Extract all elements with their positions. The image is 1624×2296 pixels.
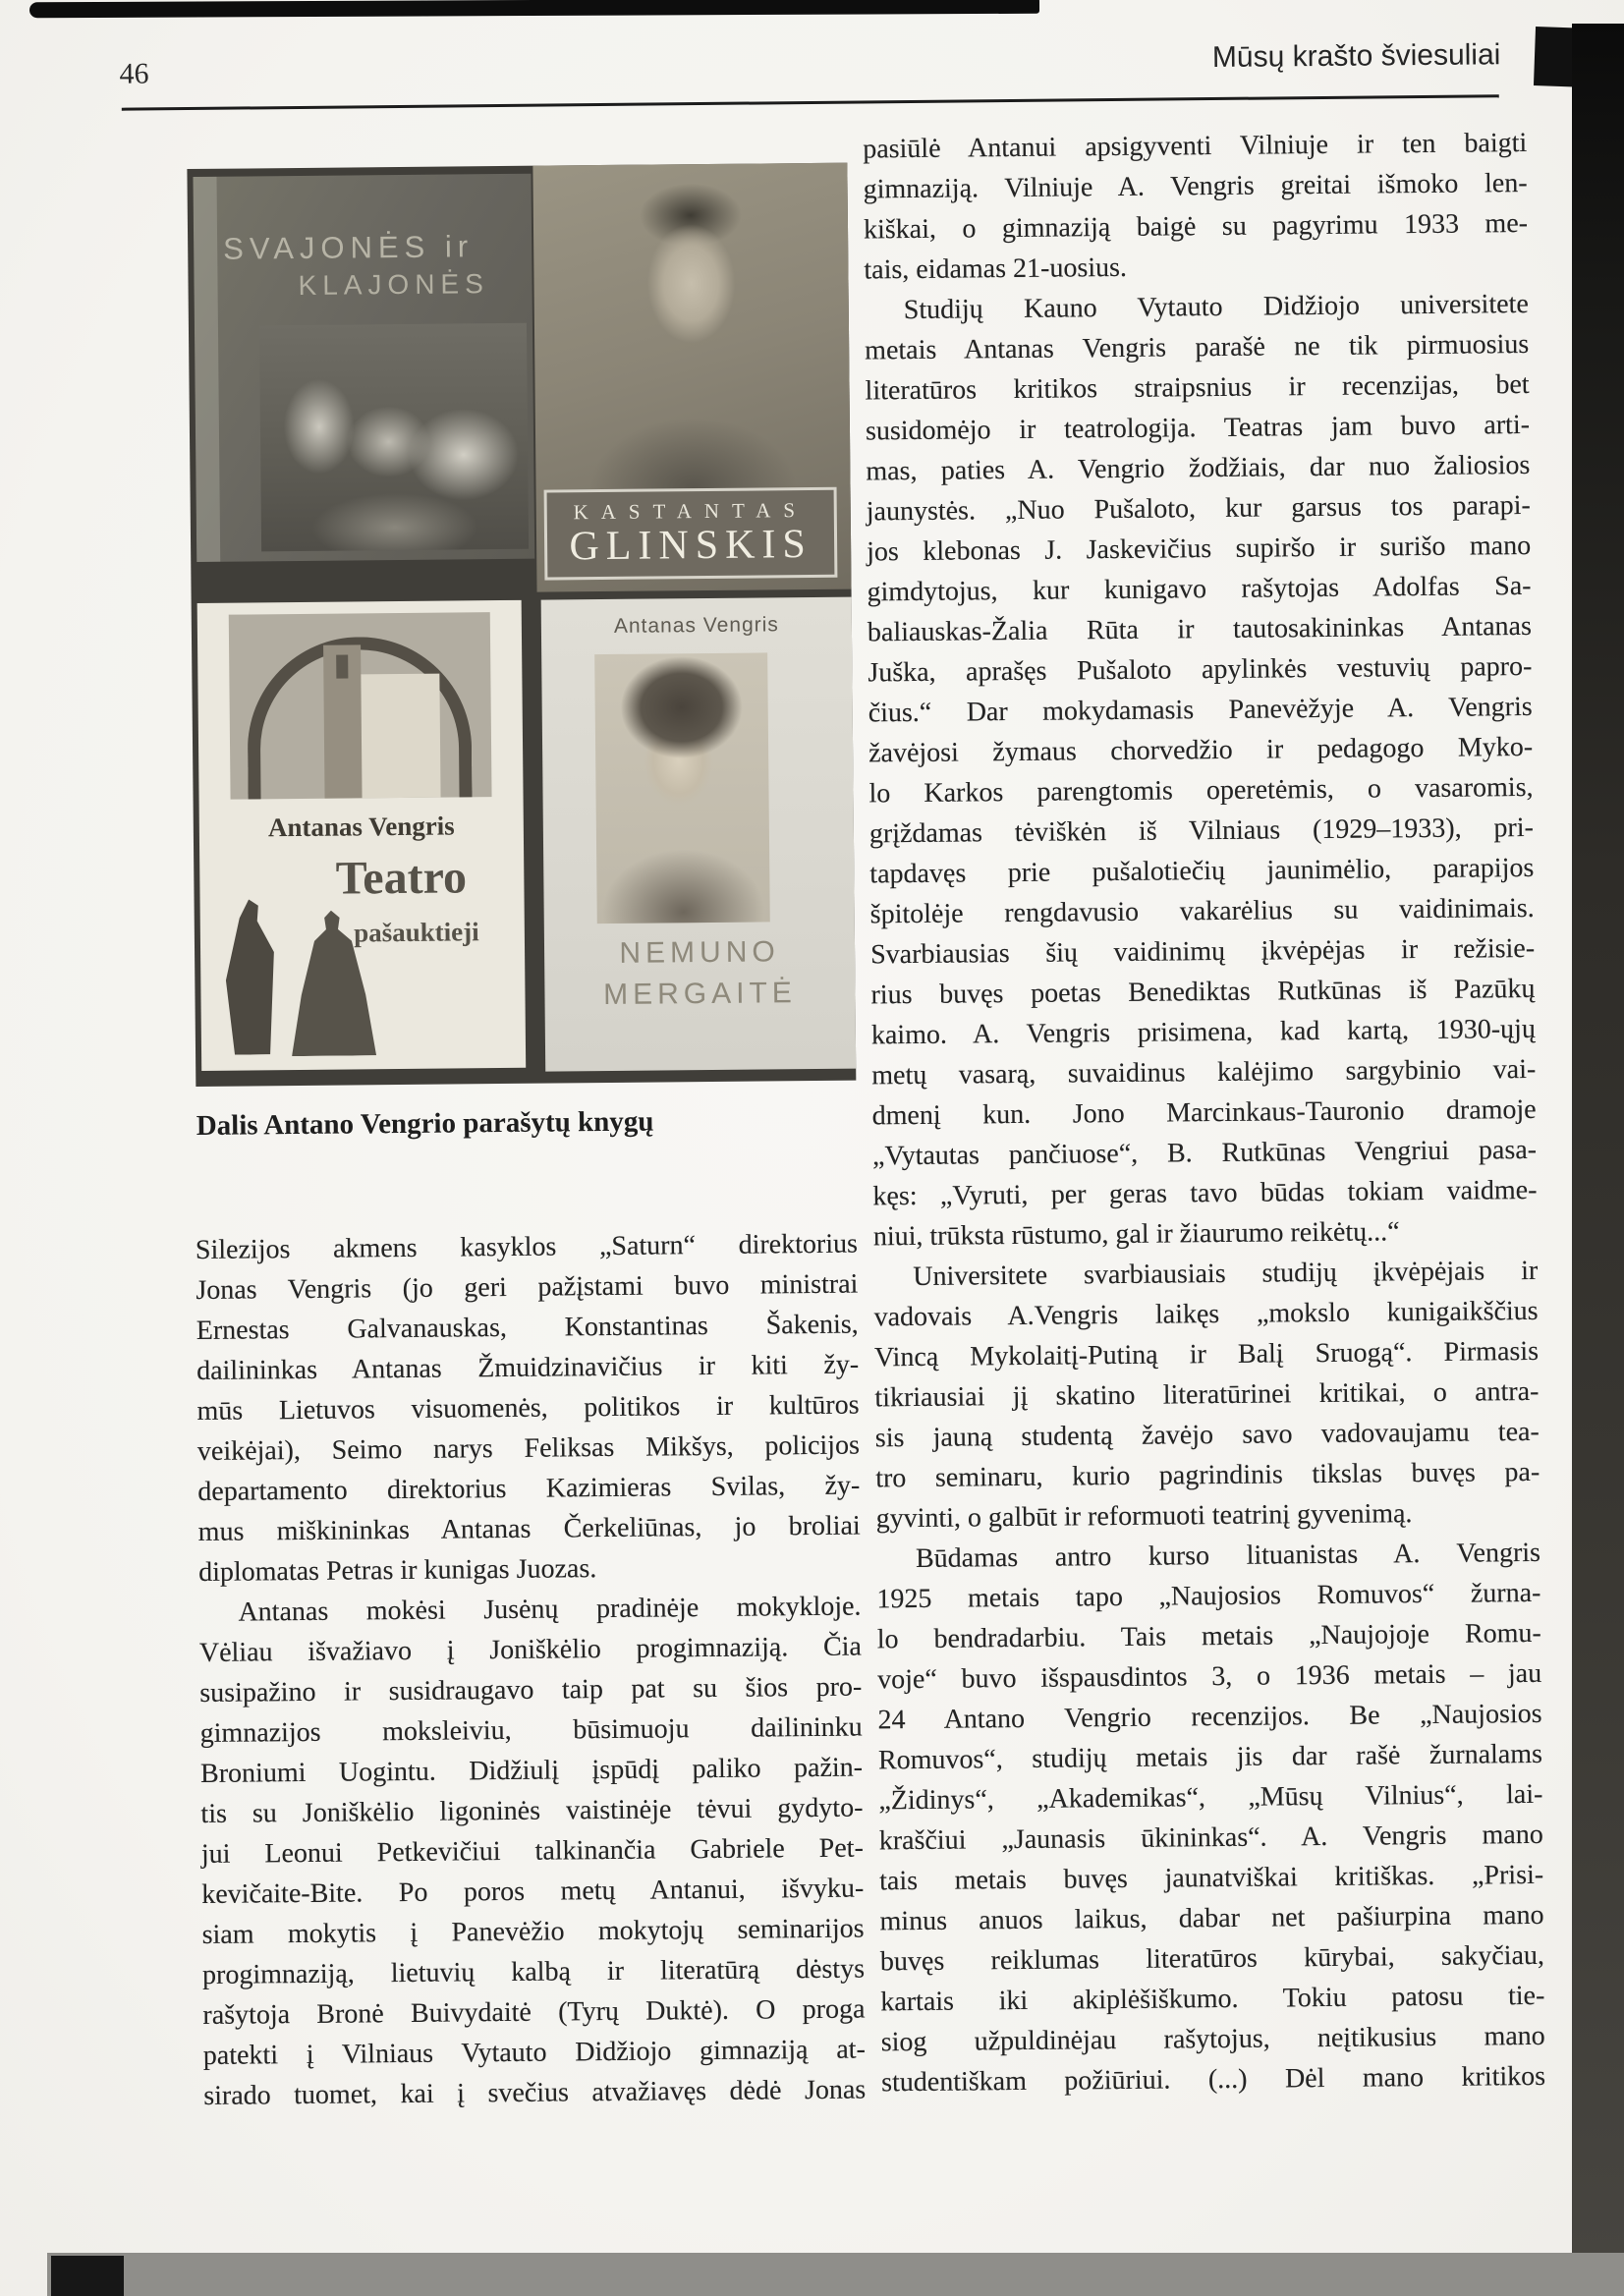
text-line: rius buvęs poetas Benediktas Rutkūnas iš Pazūkų bbox=[870, 973, 1536, 1011]
paragraph bbox=[873, 1251, 1540, 1539]
book-cover-svajones-ir-klajones bbox=[193, 174, 534, 562]
text-line: sis jauną studentą žavėjo savo vadovaujamu tea- bbox=[874, 1416, 1540, 1454]
text-line: dmenį kun. Jono Marcinkaus-Tauronio dramoje bbox=[871, 1093, 1537, 1132]
text-line: Svarbiausias šių vaidinimų įkvėpėjas ir režisie- bbox=[869, 932, 1536, 971]
cover-title-line: SVAJONĖS ir bbox=[223, 229, 475, 266]
scan-artifact-bottom-left-mark bbox=[51, 2256, 124, 2296]
text-line: minus anuos laikus, dabar net pašiurpina mano bbox=[879, 1899, 1544, 1937]
figure-caption: Dalis Antano Vengrio parašytų knygų bbox=[196, 1105, 654, 1143]
text-line: žavėjosi žymaus chorvedžio ir pedagogo Myko- bbox=[868, 731, 1534, 769]
text-line: gimdytojus, kur kunigavo rašytojas Adolfas Sa- bbox=[867, 570, 1532, 608]
text-line: studentiškam požiūriui. (...) Dėl mano kritikos bbox=[880, 2060, 1546, 2099]
text-line: metais Antanas Vengris parašė ne tik pirmuosius bbox=[865, 328, 1530, 366]
wall-shape bbox=[349, 674, 440, 799]
text-line: gimnaziją. Vilniuje A. Vengris greitai išmoko len- bbox=[863, 167, 1528, 205]
text-line: tapdavęs prie pušalotiečių jaunimėlio, parapijos bbox=[869, 852, 1535, 890]
cover-title: Teatro bbox=[335, 851, 468, 905]
text-line: Broniumi Uogintu. Didžiulį įspūdį paliko pažin- bbox=[199, 1752, 864, 1790]
text-line: mus miškininkas Antanas Čerkeliūnas, jo broliai bbox=[197, 1510, 861, 1548]
text-line: Studijų Kauno Vytauto Didžiojo universitete bbox=[903, 288, 1529, 326]
text-line: Būdamas antro kurso lituanistas A. Vengris bbox=[915, 1537, 1541, 1575]
left-column bbox=[196, 1224, 867, 2116]
page-number: 46 bbox=[119, 57, 149, 90]
text-line: vadovais A.Vengris laikęs „mokslo kunigaikščius bbox=[873, 1295, 1539, 1333]
text-line: literatūros kritikos straipsnius ir recenzijas, bet bbox=[865, 368, 1530, 407]
text-line: lo Karkos parengtomis operetėmis, o vasaromis, bbox=[868, 771, 1534, 810]
text-line: Antanas mokėsi Jusėnų pradinėje mokykloje. bbox=[238, 1591, 862, 1628]
text-line: kevičaite-Bite. Po poros metų Antanui, išvyku- bbox=[201, 1873, 865, 1910]
running-header: Mūsų krašto šviesuliai bbox=[1211, 38, 1501, 75]
text-line: voje“ buvo išspausdintos 3, o 1936 metais – jau bbox=[877, 1657, 1542, 1696]
cover-title-line: KASTANTAS bbox=[573, 498, 809, 525]
book-cover-nemuno-mergaite bbox=[541, 597, 857, 1072]
text-line: Vėliau išvažiavo į Joniškėlio progimnaziją. Čia bbox=[198, 1631, 863, 1669]
text-line: gyvinti, o galbūt ir reformuoti teatrinį gyvenimą. bbox=[875, 1498, 1413, 1535]
text-line: rašytoja Bronė Buivydaitė (Tyrų Duktė). O proga bbox=[202, 1993, 866, 2031]
paragraph bbox=[196, 1224, 862, 1593]
text-line: mūs Lietuvos visuomenės, politikos ir kultūros bbox=[196, 1389, 860, 1428]
book-cover-kastantas-glinskis bbox=[532, 163, 851, 592]
text-line: jos klebonas J. Jaskevičius supiršo ir surišo mano bbox=[867, 530, 1532, 568]
text-line: siog užpuldinėjau rašytojus, neįtikusius mano bbox=[880, 2020, 1545, 2058]
text-line: buvęs reiklumas literatūros kūrybai, sakyčiau, bbox=[879, 1939, 1545, 1978]
right-column bbox=[863, 123, 1545, 2102]
text-line: gimnazijos moksleiviu, būsimuoju dailininku bbox=[199, 1711, 863, 1750]
text-line: Silezijos akmens kasyklos „Saturn“ direktorius bbox=[195, 1228, 859, 1266]
cover-title-line: KLAJONĖS bbox=[298, 268, 489, 301]
text-line: kaimo. A. Vengris prisimena, kad kartą, 1930-ųjų bbox=[870, 1013, 1537, 1051]
text-line: mas, paties A. Vengrio žodžiais, dar nuo žaliosios bbox=[866, 449, 1531, 487]
text-line: „Židinys“, „Akademikas“, „Mūsų Vilnius“, lai- bbox=[878, 1778, 1543, 1817]
cover-title-line: MERGAITĖ bbox=[602, 977, 797, 1012]
text-line: tais, eidamas 21-uosius. bbox=[864, 252, 1128, 286]
text-line: tis su Joniškėlio ligoninės vaistinėje tėvui gydyto- bbox=[200, 1792, 864, 1830]
book-covers-photo bbox=[187, 163, 856, 1087]
text-line: kraščiui „Jaunasis ūkininkas“. A. Vengris mano bbox=[878, 1819, 1543, 1857]
paragraph bbox=[865, 284, 1538, 1257]
text-line: jui Leonui Petkevičiui talkinančia Gabriele Pet- bbox=[200, 1832, 864, 1870]
cover-title-line: GLINSKIS bbox=[569, 521, 812, 570]
text-line: pasiūlė Antanui apsigyventi Vilniuje ir ten baigti bbox=[863, 127, 1528, 165]
text-line: patekti į Vilniaus Vytauto Didžiojo gimnaziją at- bbox=[202, 2034, 866, 2071]
text-line: grįždamas tėviškėn iš Vilniaus (1929–1933), pri- bbox=[868, 812, 1535, 850]
scan-artifact-bottom-band bbox=[47, 2253, 1624, 2296]
text-line: Jonas Vengris (jo geri pažįstami buvo ministrai bbox=[196, 1268, 859, 1307]
book-cover-teatro-pasauktieji bbox=[197, 600, 527, 1071]
text-line: lo bendradarbiu. Tais metais „Naujojoje Romu- bbox=[876, 1617, 1541, 1655]
scan-artifact-right-band bbox=[1572, 24, 1624, 2256]
text-line: sirado tuomet, kai į svečius atvažiavęs dėdė Jonas bbox=[203, 2074, 867, 2111]
silhouette-man bbox=[222, 899, 283, 1055]
text-line: baliauskas-Žalia Rūta ir tautosakininkas Antanas bbox=[867, 610, 1533, 648]
text-line: špitolėje rengdavusio vakarėlius su vaidinimais. bbox=[869, 892, 1535, 930]
window-shape bbox=[336, 655, 348, 679]
text-line: Universitete svarbiausiais studijų įkvėpėjais ir bbox=[913, 1255, 1539, 1293]
text-line: veikėjai), Seimo narys Feliksas Mikšys, policijos bbox=[196, 1429, 861, 1468]
text-line: jaunystės. „Nuo Pušaloto, kur garsus tos parapi- bbox=[866, 489, 1531, 528]
text-line: siam mokytis į Panevėžio mokytojų seminarijos bbox=[201, 1913, 865, 1950]
text-line: tro seminaru, kurio pagrindinis tikslas buvęs pa- bbox=[875, 1456, 1540, 1494]
text-line: kęs: „Vyruti, per geras tavo būdas tokiam vaidme- bbox=[872, 1174, 1538, 1212]
text-line: departamento direktorius Kazimieras Svilas, žy- bbox=[197, 1470, 861, 1508]
text-line: kiškai, o gimnaziją baigė su pagyrimu 1933 me- bbox=[863, 207, 1529, 246]
text-line: 24 Antano Vengrio recenzijos. Be „Naujosios bbox=[877, 1698, 1542, 1736]
text-line: Vincą Mykolaitį-Putiną ir Balį Sruogą“. Pirmasis bbox=[873, 1335, 1540, 1373]
text-line: progimnaziją, lietuvių kalbą ir literatūrą dėstys bbox=[201, 1953, 866, 1990]
text-line: susipažino ir susidraugavo taip pat su šios pro- bbox=[199, 1671, 863, 1709]
text-line: tais metais buvęs jaunatviškai kritiškas. „Prisi- bbox=[879, 1859, 1544, 1897]
cover-photo-woman-portrait bbox=[594, 652, 770, 924]
cover-title-line: NEMUNO bbox=[619, 935, 780, 970]
text-line: „Vytautas pančiuose“, B. Rutkūnas Vengriui pasa- bbox=[871, 1134, 1538, 1172]
paragraph bbox=[863, 123, 1529, 290]
text-line: Juška, aprašęs Pušaloto apylinkės vestuvių papro- bbox=[868, 650, 1533, 689]
text-line: kartais iki akiplėšiškumo. Tokiu patosu tie- bbox=[880, 1980, 1545, 2018]
cover-title-label bbox=[544, 487, 838, 581]
paragraph bbox=[198, 1587, 866, 2116]
text-line: dailininkas Antanas Žmuidzinavičius ir kiti žy- bbox=[196, 1349, 860, 1387]
cover-subtitle: pašauktieji bbox=[353, 917, 479, 948]
text-line: Ernestas Galvanauskas, Konstantinas Šakenis, bbox=[196, 1309, 859, 1347]
text-line: metų vasarą, suvaidinus kalėjimo sargybinio vai- bbox=[871, 1053, 1537, 1092]
text-line: niui, trūksta rūstumo, gal ir žiaurumo reikėtų...“ bbox=[872, 1216, 1400, 1253]
cover-author: Antanas Vengris bbox=[613, 613, 779, 638]
header-rule bbox=[122, 94, 1499, 110]
text-line: susidomėjo ir teatrologija. Teatras jam buvo arti- bbox=[865, 409, 1531, 447]
text-line: 1925 metais tapo „Naujosios Romuvos“ žurna- bbox=[876, 1577, 1541, 1615]
cover-picture-church-arch bbox=[229, 612, 492, 800]
text-line: Romuvos“, studijų metais jis dar rašė žurnalams bbox=[877, 1738, 1543, 1776]
paragraph bbox=[876, 1533, 1545, 2102]
text-line: čius.“ Dar mokydamasis Panevėžyje A. Vengris bbox=[868, 691, 1533, 729]
text-line: tikriausiai jį skatino literatūrinei kritikai, o antra- bbox=[874, 1375, 1540, 1414]
cover-photo-horses bbox=[259, 323, 529, 552]
text-line: diplomatas Petras ir kunigas Juozas. bbox=[197, 1553, 597, 1589]
cover-author: Antanas Vengris bbox=[267, 811, 455, 843]
